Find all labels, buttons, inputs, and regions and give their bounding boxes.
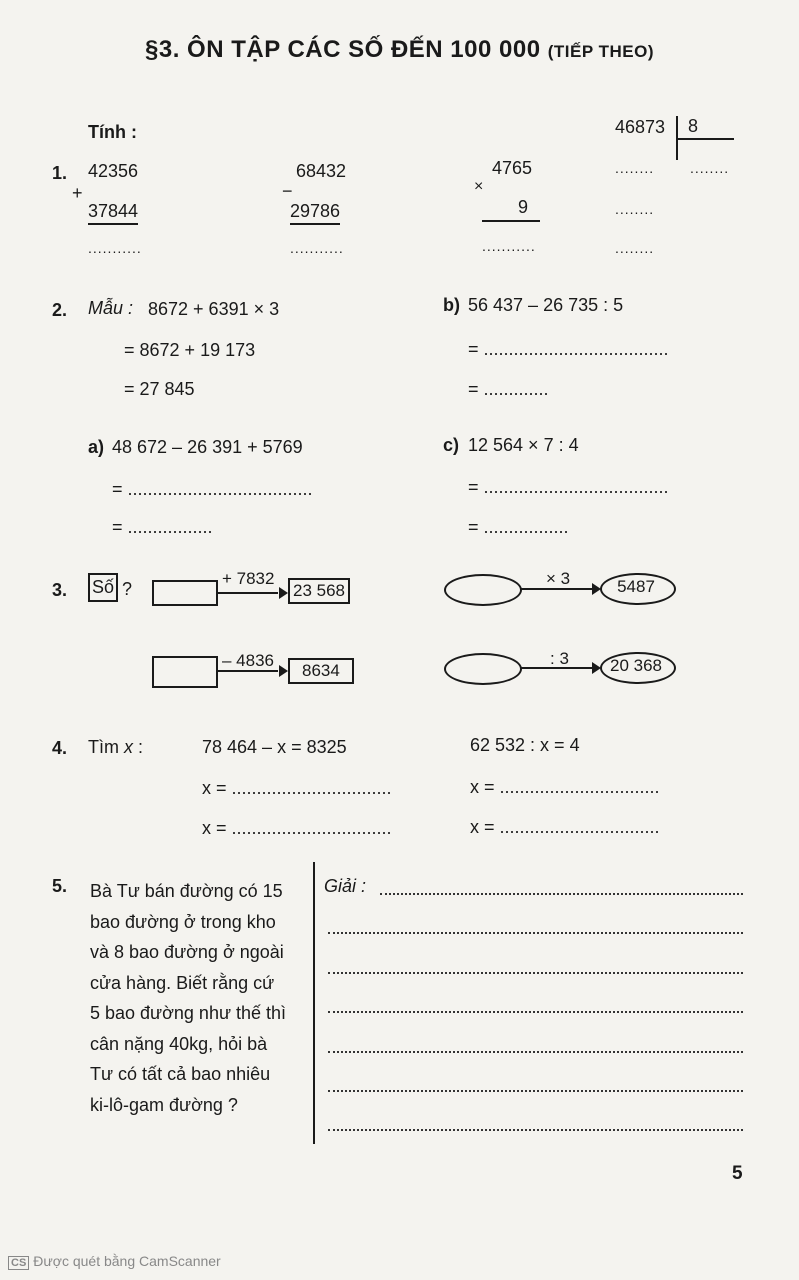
ex1-instruction: Tính : [88,122,137,142]
ex1-mul-a: 4765 [492,158,533,178]
ex4-number: 4. [52,738,68,758]
ex4-eq2-line1: x = ................................ [470,777,660,797]
ex3-o1-blank-oval[interactable] [444,574,522,606]
ex3-r1-arrow-line [216,592,278,594]
ex1-div-dividend: 46873 [615,117,666,137]
ex1-add-op: + [72,183,83,203]
ex4-eq1-line2: x = ................................ [202,818,392,838]
ex1-mul-underline [482,220,540,222]
ex1-add-a: 42356 [88,161,139,181]
ex5-solution-label: Giải : [324,876,367,896]
ex3-r2-arrowhead [279,665,288,677]
ex3-o2-result: 20 368 [610,656,662,675]
ex4-eq1-line1: x = ................................ [202,778,392,798]
ex2-a-step1: = ..................................... [112,479,313,499]
ex3-so-box: Số [88,573,118,602]
ex4-equation1: 78 464 – x = 8325 [202,737,347,757]
ex5-answer-line[interactable] [328,1011,743,1013]
ex3-r1-arrowhead [279,587,288,599]
ex1-div-step2: ........ [615,201,655,217]
ex5-divider [313,862,315,1144]
ex3-o1-result: 5487 [617,577,655,596]
ex3-o2-op: : 3 [550,649,569,668]
ex5-answer-line[interactable] [380,893,743,895]
ex1-div-step1: ........ [615,160,655,176]
ex1-mul-answer: ........... [482,238,536,254]
ex2-sample-label: Mẫu : [88,298,134,318]
ex1-add-b: 37844 [88,201,138,225]
ex5-answer-line[interactable] [328,1090,743,1092]
ex1-div-step3: ........ [615,240,655,256]
ex2-c-step2: = ................. [468,517,569,537]
page-title: §3. ÔN TẬP CÁC SỐ ĐẾN 100 000 (TIẾP THEO) [145,36,654,63]
ex2-c-expression: 12 564 × 7 : 4 [468,435,579,455]
ex2-b-label: b) [443,295,460,315]
ex5-answer-line[interactable] [328,1051,743,1053]
ex2-sample-expression: 8672 + 6391 × 3 [148,299,280,319]
ex4-instruction: Tìm x : [88,737,144,757]
ex3-r1-result: 23 568 [288,578,350,604]
camscanner-logo-icon: CS [8,1256,29,1270]
ex5-answer-line[interactable] [328,972,743,974]
ex3-question-mark: ? [122,579,133,599]
ex2-number: 2. [52,300,68,320]
ex5-problem-text: Bà Tư bán đường có 15 bao đường ở trong kho và 8 bao đường ở ngoài cửa hàng. Biết rằng cứ 5 bao đường như thế thì cân nặng 40kg, hỏi bà Tư có tất cả bao nhiêu ki-lô-gam đường ? [90,881,287,1115]
page-number: 5 [732,1163,743,1184]
ex3-number: 3. [52,580,68,600]
ex2-c-step1: = ..................................... [468,477,669,497]
ex1-div-divisor: 8 [688,116,699,136]
ex3-r2-result: 8634 [288,658,354,684]
ex1-mul-op: × [474,178,484,195]
ex1-add-answer: ........... [88,240,142,256]
ex2-b-step1: = ..................................... [468,339,669,359]
ex3-r2-op: – 4836 [222,651,274,670]
ex2-sample-step1: = 8672 + 19 173 [124,340,256,360]
ex2-b-expression: 56 437 – 26 735 : 5 [468,295,624,315]
ex3-o1-op: × 3 [546,569,571,588]
ex1-sub-b: 29786 [290,201,340,225]
ex4-eq2-line2: x = ................................ [470,817,660,837]
ex4-equation2: 62 532 : x = 4 [470,735,580,755]
ex2-b-step2: = ............. [468,379,549,399]
ex3-r1-op: + 7832 [222,569,275,588]
ex3-r2-blank-box[interactable] [152,656,218,688]
ex2-a-expression: 48 672 – 26 391 + 5769 [112,437,303,457]
ex2-sample-step2: = 27 845 [124,379,195,399]
ex2-c-label: c) [443,435,460,455]
ex2-a-label: a) [88,437,105,457]
ex1-sub-a: 68432 [296,161,347,181]
ex1-sub-answer: ........... [290,240,344,256]
camscanner-watermark: CS Được quét bằng CamScanner [8,1253,221,1270]
ex2-a-step2: = ................. [112,517,213,537]
ex5-answer-line[interactable] [328,1129,743,1131]
ex1-sub-op: − [282,181,293,201]
ex1-div-quotient: ........ [690,160,730,176]
ex3-o2-blank-oval[interactable] [444,653,522,685]
ex1-div-line [676,138,734,140]
ex1-number: 1. [52,163,68,183]
ex5-answer-line[interactable] [328,932,743,934]
ex3-r1-blank-box[interactable] [152,580,218,606]
ex1-mul-b: 9 [518,197,529,217]
ex5-number: 5. [52,876,68,896]
